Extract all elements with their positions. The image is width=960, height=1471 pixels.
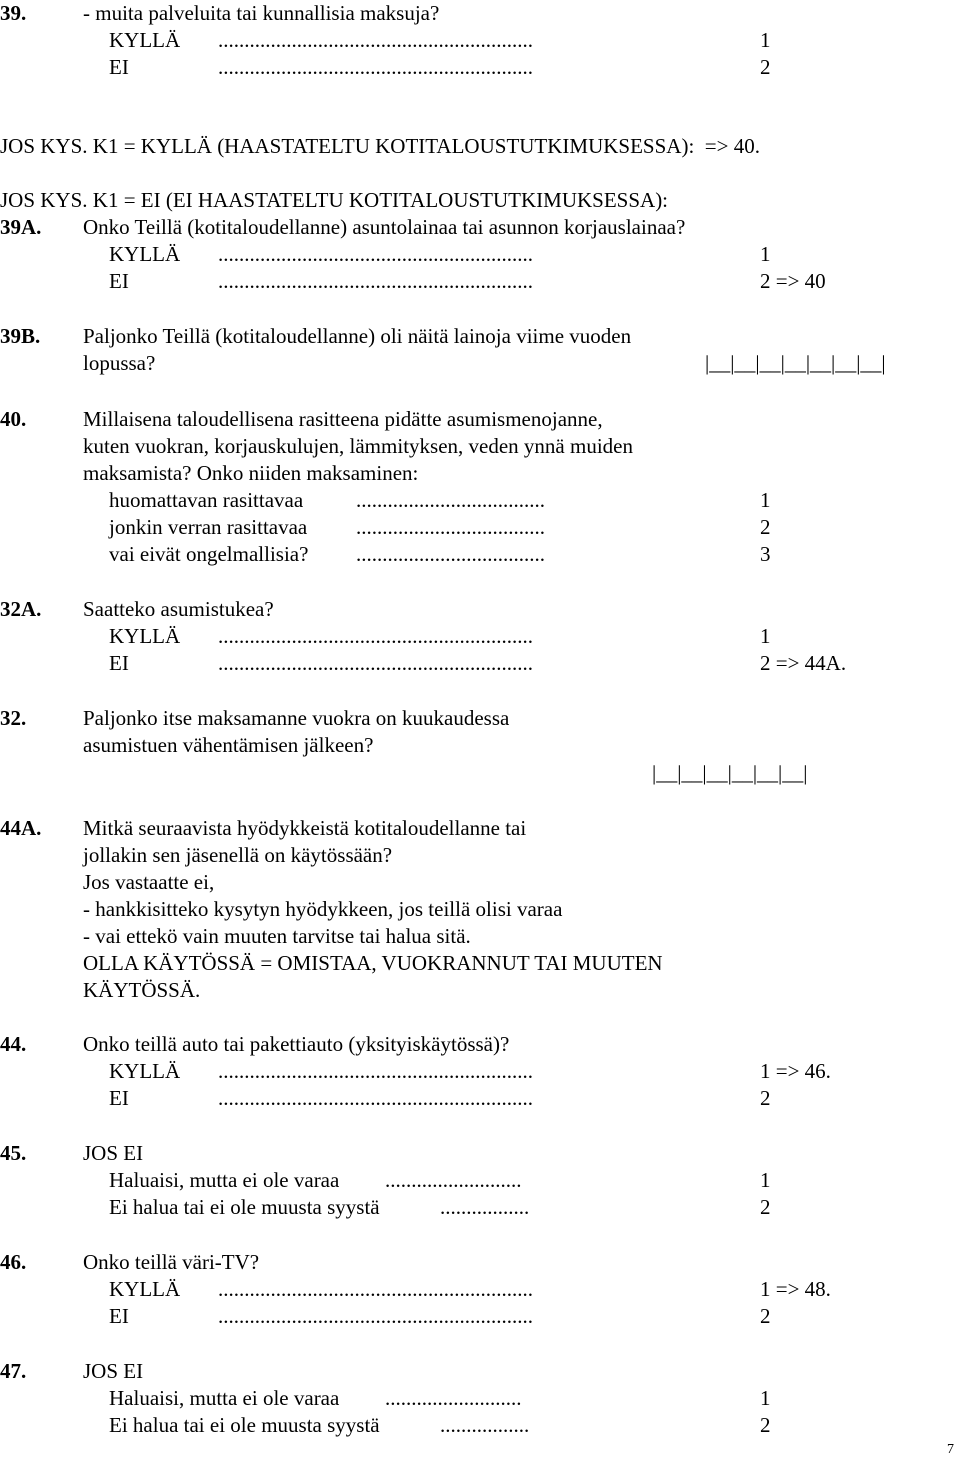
q45-dots-1: .......................... [385, 1168, 522, 1192]
q46-dots-no: ............................................................ [218, 1304, 533, 1328]
q40-dots-2: .................................... [356, 515, 545, 539]
q45-dots-2: ................. [440, 1195, 530, 1219]
q44a-text-line7: KÄYTÖSSÄ. [83, 978, 201, 1002]
q47-text: JOS EI [83, 1359, 144, 1383]
q47-code-2: 2 [760, 1413, 771, 1437]
q32a-dots-no: ............................................................ [218, 651, 533, 675]
q32a-number: 32A. [0, 597, 42, 621]
q40-text-line3: maksamista? Onko niiden maksaminen: [83, 461, 419, 485]
q45-code-1: 1 [760, 1168, 771, 1192]
q39b-text-line1: Paljonko Teillä (kotitaloudellanne) oli näitä lainoja viime vuoden [83, 324, 632, 348]
q39-option-no: EI [109, 55, 129, 79]
q44-option-yes: KYLLÄ [109, 1059, 181, 1083]
q39a-number: 39A. [0, 215, 42, 239]
q40-text-line1: Millaisena taloudellisena rasitteena pidätte asumismenojanne, [83, 407, 603, 431]
q44-code-yes: 1 => 46. [760, 1059, 831, 1083]
q44a-text-line4: - hankkisitteko kysytyn hyödykkeen, jos teillä olisi varaa [83, 897, 563, 921]
q44-option-no: EI [109, 1086, 129, 1110]
q32a-option-no: EI [109, 651, 129, 675]
q45-option-2: Ei halua tai ei ole muusta syystä [109, 1195, 380, 1219]
q40-number: 40. [0, 407, 27, 431]
q39-code-no: 2 [760, 55, 771, 79]
q39-option-yes: KYLLÄ [109, 28, 181, 52]
q39b-answer-boxes[interactable]: |__|__|__|__|__|__|__| [705, 351, 886, 375]
q45-text: JOS EI [83, 1141, 144, 1165]
q32a-option-yes: KYLLÄ [109, 624, 181, 648]
q40-code-3: 3 [760, 542, 771, 566]
q39a-code-yes: 1 [760, 242, 771, 266]
q40-option-1: huomattavan rasittavaa [109, 488, 304, 512]
q44a-text-line3: Jos vastaatte ei, [83, 870, 215, 894]
q44a-text-line2: jollakin sen jäsenellä on käytössään? [83, 843, 393, 867]
q47-dots-2: ................. [440, 1413, 530, 1437]
q44-code-no: 2 [760, 1086, 771, 1110]
q39a-dots-yes: ............................................................ [218, 242, 533, 266]
q47-dots-1: .......................... [385, 1386, 522, 1410]
q40-text-line2: kuten vuokran, korjauskulujen, lämmityksen, veden ynnä muiden [83, 434, 633, 458]
q40-dots-1: .................................... [356, 488, 545, 512]
q46-code-yes: 1 => 48. [760, 1277, 831, 1301]
q46-option-no: EI [109, 1304, 129, 1328]
q44-dots-no: ............................................................ [218, 1086, 533, 1110]
q40-option-3: vai eivät ongelmallisia? [109, 542, 309, 566]
q44-text: Onko teillä auto tai pakettiauto (yksityiskäytössä)? [83, 1032, 510, 1056]
q39-text: - muita palveluita tai kunnallisia maksuja? [83, 1, 440, 25]
page-number: 7 [947, 1442, 954, 1457]
q47-option-2: Ei halua tai ei ole muusta syystä [109, 1413, 380, 1437]
q45-code-2: 2 [760, 1195, 771, 1219]
q39a-option-yes: KYLLÄ [109, 242, 181, 266]
q39a-option-no: EI [109, 269, 129, 293]
q40-dots-3: .................................... [356, 542, 545, 566]
q39b-number: 39B. [0, 324, 41, 348]
q40-option-2: jonkin verran rasittavaa [109, 515, 308, 539]
q39a-text: Onko Teillä (kotitaloudellanne) asuntolainaa tai asunnon korjauslainaa? [83, 215, 686, 239]
q32-text-line1: Paljonko itse maksamanne vuokra on kuukaudessa [83, 706, 510, 730]
q40-code-1: 1 [760, 488, 771, 512]
q46-option-yes: KYLLÄ [109, 1277, 181, 1301]
q44a-text-line6: OLLA KÄYTÖSSÄ = OMISTAA, VUOKRANNUT TAI MUUTEN [83, 951, 663, 975]
q32-number: 32. [0, 706, 27, 730]
q47-code-1: 1 [760, 1386, 771, 1410]
q46-dots-yes: ............................................................ [218, 1277, 533, 1301]
q39-dots-yes: ............................................................ [218, 28, 533, 52]
q32-text-line2: asumistuen vähentämisen jälkeen? [83, 733, 374, 757]
q44a-number: 44A. [0, 816, 42, 840]
q45-number: 45. [0, 1141, 27, 1165]
q46-number: 46. [0, 1250, 27, 1274]
q32a-dots-yes: ............................................................ [218, 624, 533, 648]
q39a-dots-no: ............................................................ [218, 269, 533, 293]
q46-text: Onko teillä väri-TV? [83, 1250, 260, 1274]
q45-option-1: Haluaisi, mutta ei ole varaa [109, 1168, 340, 1192]
q32-answer-boxes[interactable]: |__|__|__|__|__|__| [652, 761, 808, 785]
q32a-code-yes: 1 [760, 624, 771, 648]
q32a-text: Saatteko asumistukea? [83, 597, 274, 621]
q46-code-no: 2 [760, 1304, 771, 1328]
routing-instruction-yes: JOS KYS. K1 = KYLLÄ (HAASTATELTU KOTITALOUSTUTKIMUKSESSA): => 40. [0, 134, 760, 158]
q44-dots-yes: ............................................................ [218, 1059, 533, 1083]
q39-code-yes: 1 [760, 28, 771, 52]
q44a-text-line5: - vai ettekö vain muuten tarvitse tai halua sitä. [83, 924, 471, 948]
q39a-code-no: 2 => 40 [760, 269, 826, 293]
routing-instruction-no: JOS KYS. K1 = EI (EI HAASTATELTU KOTITALOUSTUTKIMUKSESSA): [0, 188, 669, 212]
q44-number: 44. [0, 1032, 27, 1056]
q47-option-1: Haluaisi, mutta ei ole varaa [109, 1386, 340, 1410]
q32a-code-no: 2 => 44A. [760, 651, 847, 675]
q44a-text-line1: Mitkä seuraavista hyödykkeistä kotitaloudellanne tai [83, 816, 527, 840]
q47-number: 47. [0, 1359, 27, 1383]
q40-code-2: 2 [760, 515, 771, 539]
q39-number: 39. [0, 1, 27, 25]
q39-dots-no: ............................................................ [218, 55, 533, 79]
q39b-text-line2: lopussa? [83, 351, 156, 375]
